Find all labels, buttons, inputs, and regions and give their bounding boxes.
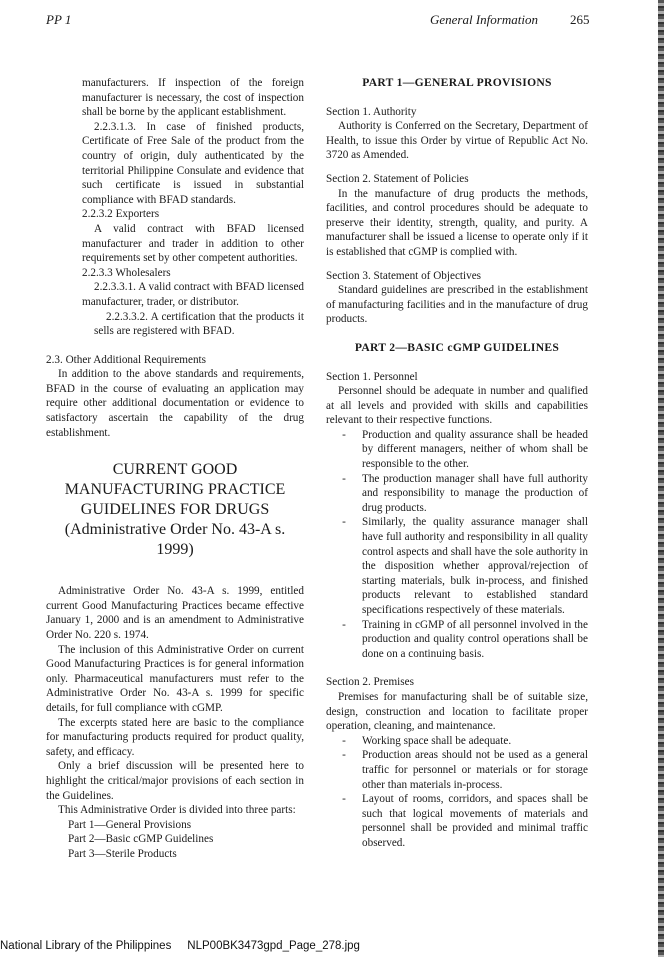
list-item: - Layout of rooms, corridors, and spaces shall be such that logical movements of materials and personnel shall be provided and minimal traffic observed. xyxy=(342,793,588,849)
subheading: 2.2.3.2 Exporters xyxy=(82,208,160,221)
paragraph: This Administrative Order is divided into three parts: xyxy=(58,804,296,817)
subheading: 2.3. Other Additional Requirements xyxy=(46,353,207,366)
paragraph: 2.2.3.3.1. A valid contract with BFAD licensed manufacturer, trader, or distributor. xyxy=(82,281,304,308)
paragraph: Only a brief discussion will be presented here to highlight the critical/major provisions of each section in the Guidelines. xyxy=(46,760,304,802)
paragraph: Premises for manufacturing shall be of suitable size, design, construction and location to facilitate proper operation, cleaning, and maintenance. xyxy=(326,690,588,733)
document-title xyxy=(46,460,304,560)
title-line: CURRENT GOOD xyxy=(112,461,238,479)
bullet-text: Layout of rooms, corridors, and spaces shall be such that logical movements of materials and personnel shall be provided and minimal traffic observed. xyxy=(362,793,588,849)
paragraph: 2.2.3.3.2. A certification that the products it sells are registered with BFAD. xyxy=(94,310,304,338)
scan-edge xyxy=(658,0,664,957)
part-heading: PART 2—BASIC cGMP GUIDELINES xyxy=(354,340,560,354)
bullet-text: The production manager shall have full authority and responsibility to manage the production of drug products. xyxy=(362,472,588,514)
list-item: Part 1—General Provisions xyxy=(68,818,192,831)
paragraph: The excerpts stated here are basic to the compliance for manufacturing products required for product quality, safety, and efficacy. xyxy=(46,716,304,758)
section-heading: Section 1. Authority xyxy=(326,105,417,118)
bullet-text: Working space shall be adequate. xyxy=(362,734,512,747)
list-item: - Similarly, the quality assurance manager shall have full authority and responsibility in all quality control aspects and shall have the sole authority in the disposition whether approval/rejection of starting materials, bulk in-process, and finished products relevant to established standard specifications respectively of these materials. xyxy=(342,516,588,616)
paragraph: Administrative Order No. 43-A s. 1999, entitled current Good Manufacturing Practices became effective January 1, 2000 and is an amendment to Administrative Order No. 220 s. 1974. xyxy=(46,585,304,642)
paragraph: 2.2.3.1.3. In case of finished products, Certificate of Free Sale of the product from the country of origin, duly authenticated by the territorial Philippine Consulate and evidence that such certificate is issued in substantial compliance with BFAD standards. xyxy=(82,120,304,206)
paragraph: Personnel should be adequate in number and qualified at all levels and provided with skills and capabilities relevant to their respective functions. xyxy=(326,385,588,427)
list-item: - Production areas should not be used as a general traffic for personnel or materials or for storage other than materials in-process. xyxy=(342,749,588,791)
section-heading: Section 2. Premises xyxy=(326,676,414,689)
parts-list xyxy=(46,818,304,862)
title-line: (Administrative Order No. 43-A s. 1999) xyxy=(64,521,286,559)
section-heading: Section 2. Statement of Policies xyxy=(326,172,469,185)
section-heading: Section 1. Personnel xyxy=(326,370,418,383)
list-item: Part 3—Sterile Products xyxy=(68,847,177,860)
paragraph: manufacturers. If inspection of the foreign manufacturer is necessary, the cost of inspection shall be borne by the applicant establishment. xyxy=(82,77,304,119)
list-item: - Production and quality assurance shall be headed by different managers, neither of whom shall be responsible to the other. xyxy=(342,428,588,471)
footer-caption: National Library of the Philippines NLP00BK3473gpd_Page_278.jpg xyxy=(0,940,360,952)
section-heading: Section 3. Statement of Objectives xyxy=(326,269,482,282)
paragraph: The inclusion of this Administrative Order on current Good Manufacturing Practices is for general information only. Pharmaceutical manufacturers must refer to the Administrative Order No. 43-A s. 1999 for specific details, for full compliance with cGMP. xyxy=(46,643,304,714)
title-line: GUIDELINES FOR DRUGS xyxy=(80,501,270,519)
paragraph: In addition to the above standards and requirements, BFAD in the course of evaluating an application may require other additional documentation or evidence to satisfactory ascertain the capability of the drug establishment. xyxy=(46,368,304,439)
list-item: - The production manager shall have full authority and responsibility to manage the production of drug products. xyxy=(342,472,588,514)
subheading: 2.2.3.3 Wholesalers xyxy=(82,266,171,279)
paragraph: Authority is Conferred on the Secretary, Department of Health, to issue this Order by virtue of Republic Act No. 3720 as Amended. xyxy=(326,120,588,162)
page-number: 265 xyxy=(570,12,590,27)
title-line: MANUFACTURING PRACTICE xyxy=(64,481,286,499)
part-heading: PART 1—GENERAL PROVISIONS xyxy=(362,76,552,89)
left-column xyxy=(46,76,304,862)
paragraph: In the manufacture of drug products the methods, facilities, and control procedures should be adequate to preserve their identity, strength, quality, and purity. A manufacturer shall be issued a license to operate only if it is established that cGMP is complied with. xyxy=(326,187,588,258)
bullet-text: Training in cGMP of all personnel involved in the production and quality control operations shall be done on a continuing basis. xyxy=(362,618,588,660)
bullet-text: Production and quality assurance shall be headed by different managers, neither of whom shall be responsible to the other. xyxy=(362,428,588,471)
paragraph: Standard guidelines are prescribed in the establishment of manufacturing facilities and in the manufacture of drug products. xyxy=(326,284,588,326)
paragraph: A valid contract with BFAD licensed manufacturer and trader in addition to other requirements set by other competent authorities. xyxy=(82,222,304,265)
bullet-text: Similarly, the quality assurance manager shall have full authority and responsibility in all quality control aspects and shall have the sole authority in the disposition whether approval/rejection of starting materials, bulk in-process, and finished products relevant to established standard specifications respectively of these materials. xyxy=(362,516,588,616)
bullet-text: Production areas should not be used as a general traffic for personnel or materials or for storage other than materials in-process. xyxy=(362,749,588,791)
header-section-title: General Information xyxy=(430,12,538,27)
list-item: - Training in cGMP of all personnel involved in the production and quality control operations shall be done on a continuing basis. xyxy=(342,618,588,660)
header-volume: PP 1 xyxy=(46,12,72,27)
list-item: - Working space shall be adequate. xyxy=(326,734,588,749)
right-column xyxy=(326,76,588,851)
list-item: Part 2—Basic cGMP Guidelines xyxy=(68,833,214,846)
